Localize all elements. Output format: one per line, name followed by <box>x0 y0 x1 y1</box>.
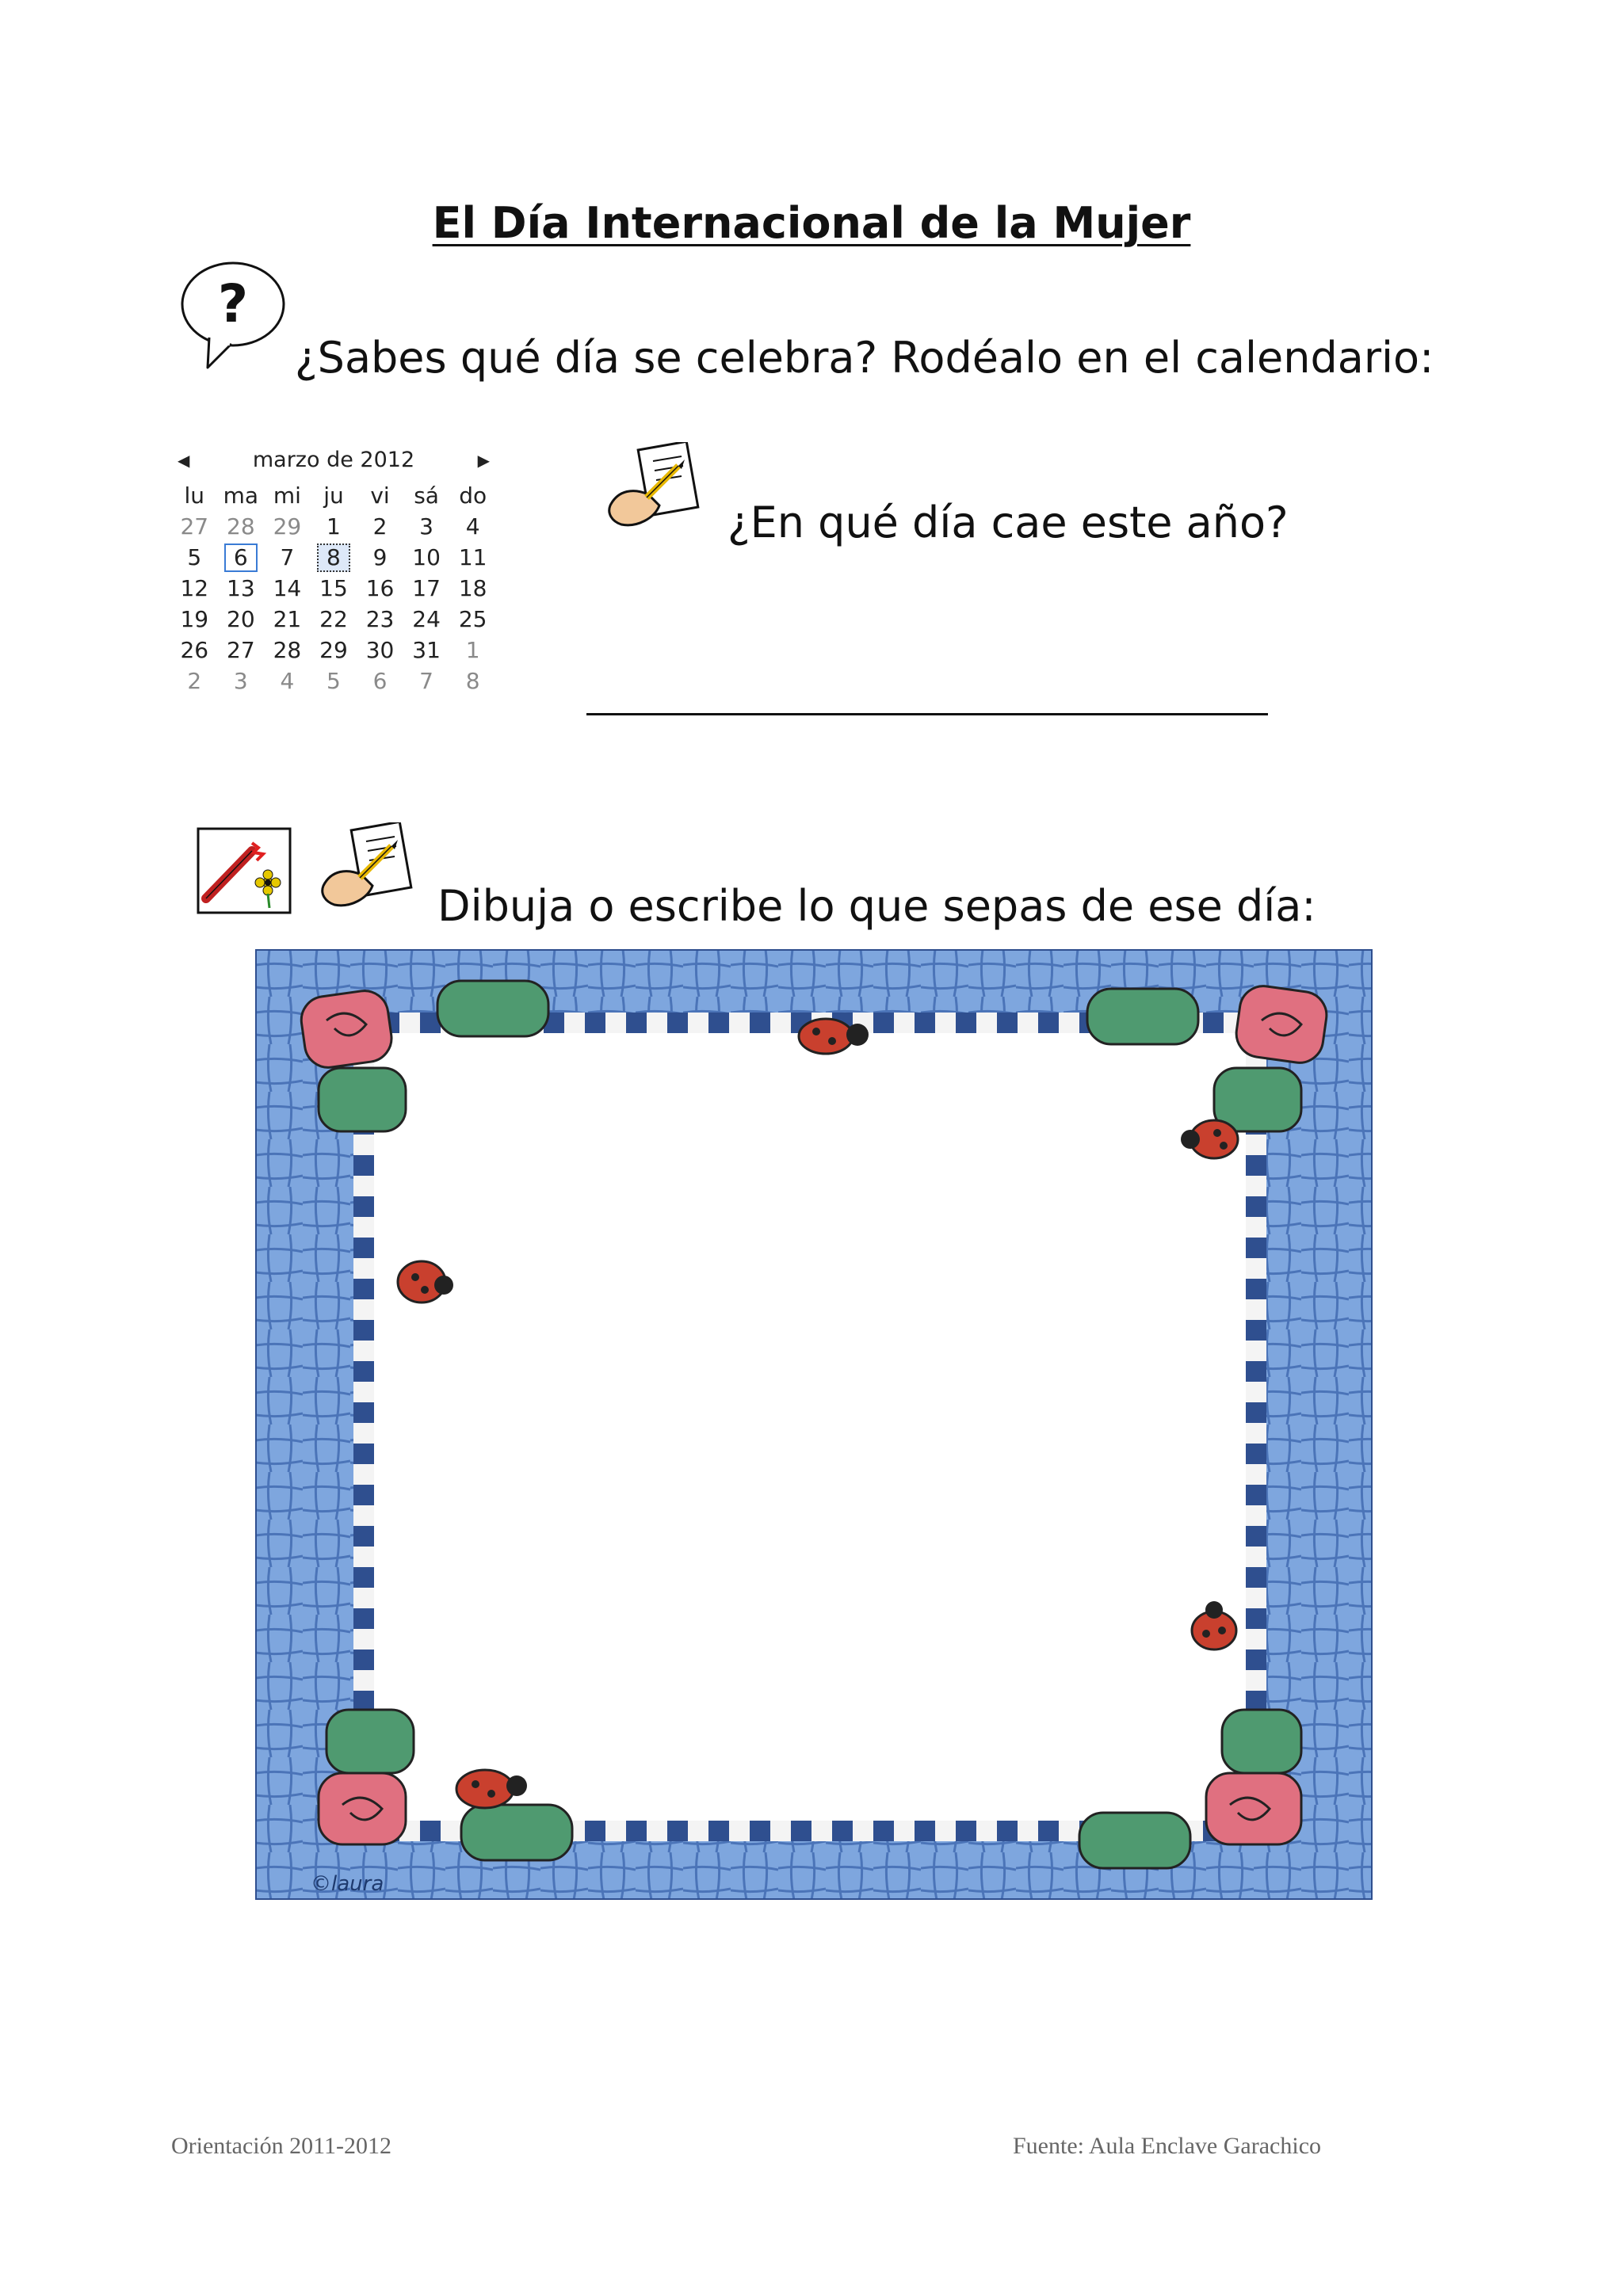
calendar-day[interactable]: 7 <box>419 668 433 694</box>
footer-left: Orientación 2011-2012 <box>171 2133 391 2159</box>
calendar-day[interactable]: 11 <box>458 544 487 570</box>
weekday-label: mi <box>273 482 301 509</box>
weekday-label: do <box>459 482 487 509</box>
calendar-day[interactable]: 10 <box>412 544 441 570</box>
calendar-day[interactable]: 20 <box>227 606 255 632</box>
calendar-day[interactable]: 29 <box>273 513 302 540</box>
calendar-day[interactable]: 26 <box>180 637 209 663</box>
calendar-day[interactable]: 29 <box>319 637 348 663</box>
weekday-label: ju <box>323 482 344 509</box>
crayon-icon <box>197 827 292 914</box>
calendar-day[interactable]: 22 <box>319 606 348 632</box>
calendar-day[interactable]: 6 <box>372 668 388 694</box>
calendar-day[interactable]: 8 <box>311 542 357 573</box>
instruction-draw-or-write: Dibuja o escribe lo que sepas de ese día: <box>437 881 1316 931</box>
frame-signature: ©laura <box>311 1872 384 1896</box>
calendar-week <box>171 511 496 542</box>
calendar-day[interactable]: 5 <box>327 668 341 694</box>
next-month-icon[interactable]: ▶ <box>477 451 490 470</box>
calendar-day[interactable]: 25 <box>458 606 487 632</box>
calendar-day[interactable]: 6 <box>218 542 265 573</box>
calendar-day[interactable]: 3 <box>233 668 248 694</box>
calendar-week <box>171 604 496 635</box>
weekday-label: vi <box>370 482 390 509</box>
calendar-grid <box>171 480 496 696</box>
calendar-week <box>171 573 496 604</box>
footer-right: Fuente: Aula Enclave Garachico <box>1013 2133 1322 2159</box>
calendar-day[interactable]: 18 <box>458 575 487 601</box>
calendar-header <box>171 441 496 480</box>
calendar-day[interactable]: 31 <box>412 637 441 663</box>
question-speech-icon <box>176 255 295 374</box>
calendar-day[interactable]: 24 <box>412 606 441 632</box>
answer-line[interactable] <box>586 713 1268 715</box>
calendar-day[interactable]: 17 <box>412 575 441 601</box>
calendar-day[interactable]: 19 <box>180 606 209 632</box>
decorative-frame <box>255 949 1373 1900</box>
writing-hand-icon <box>315 822 418 917</box>
calendar-week <box>171 666 496 696</box>
calendar-day[interactable]: 3 <box>419 513 433 540</box>
calendar-day[interactable]: 16 <box>365 575 395 601</box>
writing-hand-icon <box>602 442 705 537</box>
calendar-day[interactable]: 4 <box>465 513 480 540</box>
calendar-day[interactable]: 27 <box>180 513 209 540</box>
calendar-day[interactable]: 28 <box>273 637 302 663</box>
calendar-week <box>171 542 496 573</box>
calendar-month-label: marzo de 2012 <box>252 448 415 472</box>
calendar-day[interactable]: 2 <box>187 668 202 694</box>
calendar <box>171 441 496 696</box>
calendar-day[interactable]: 21 <box>273 606 302 632</box>
calendar-day[interactable]: 12 <box>180 575 209 601</box>
drawing-area[interactable] <box>374 1033 1246 1821</box>
calendar-day[interactable]: 5 <box>187 544 202 570</box>
question-weekday: ¿En qué día cae este año? <box>727 498 1289 547</box>
calendar-day[interactable]: 7 <box>280 544 295 570</box>
weekday-label: lu <box>184 482 205 509</box>
calendar-day[interactable]: 15 <box>319 575 348 601</box>
calendar-week <box>171 635 496 666</box>
prev-month-icon[interactable]: ◀ <box>178 451 190 470</box>
calendar-day[interactable]: 27 <box>227 637 255 663</box>
calendar-day[interactable]: 30 <box>365 637 395 663</box>
calendar-day[interactable]: 1 <box>465 637 480 663</box>
weekday-label: sá <box>414 482 439 509</box>
calendar-day[interactable]: 14 <box>273 575 302 601</box>
calendar-day[interactable]: 8 <box>465 668 480 694</box>
calendar-day[interactable]: 23 <box>365 606 395 632</box>
calendar-day[interactable]: 1 <box>327 513 341 540</box>
page-title: El Día Internacional de la Mujer <box>432 198 1191 248</box>
calendar-day[interactable]: 13 <box>227 575 255 601</box>
calendar-day[interactable]: 28 <box>227 513 255 540</box>
calendar-day[interactable]: 4 <box>280 668 295 694</box>
question-celebration-day: ¿Sabes qué día se celebra? Rodéalo en el calendario: <box>295 333 1434 383</box>
weekday-label: ma <box>223 482 259 509</box>
calendar-day[interactable]: 9 <box>372 544 388 570</box>
calendar-day[interactable]: 2 <box>372 513 388 540</box>
svg-text:?: ? <box>217 273 249 334</box>
